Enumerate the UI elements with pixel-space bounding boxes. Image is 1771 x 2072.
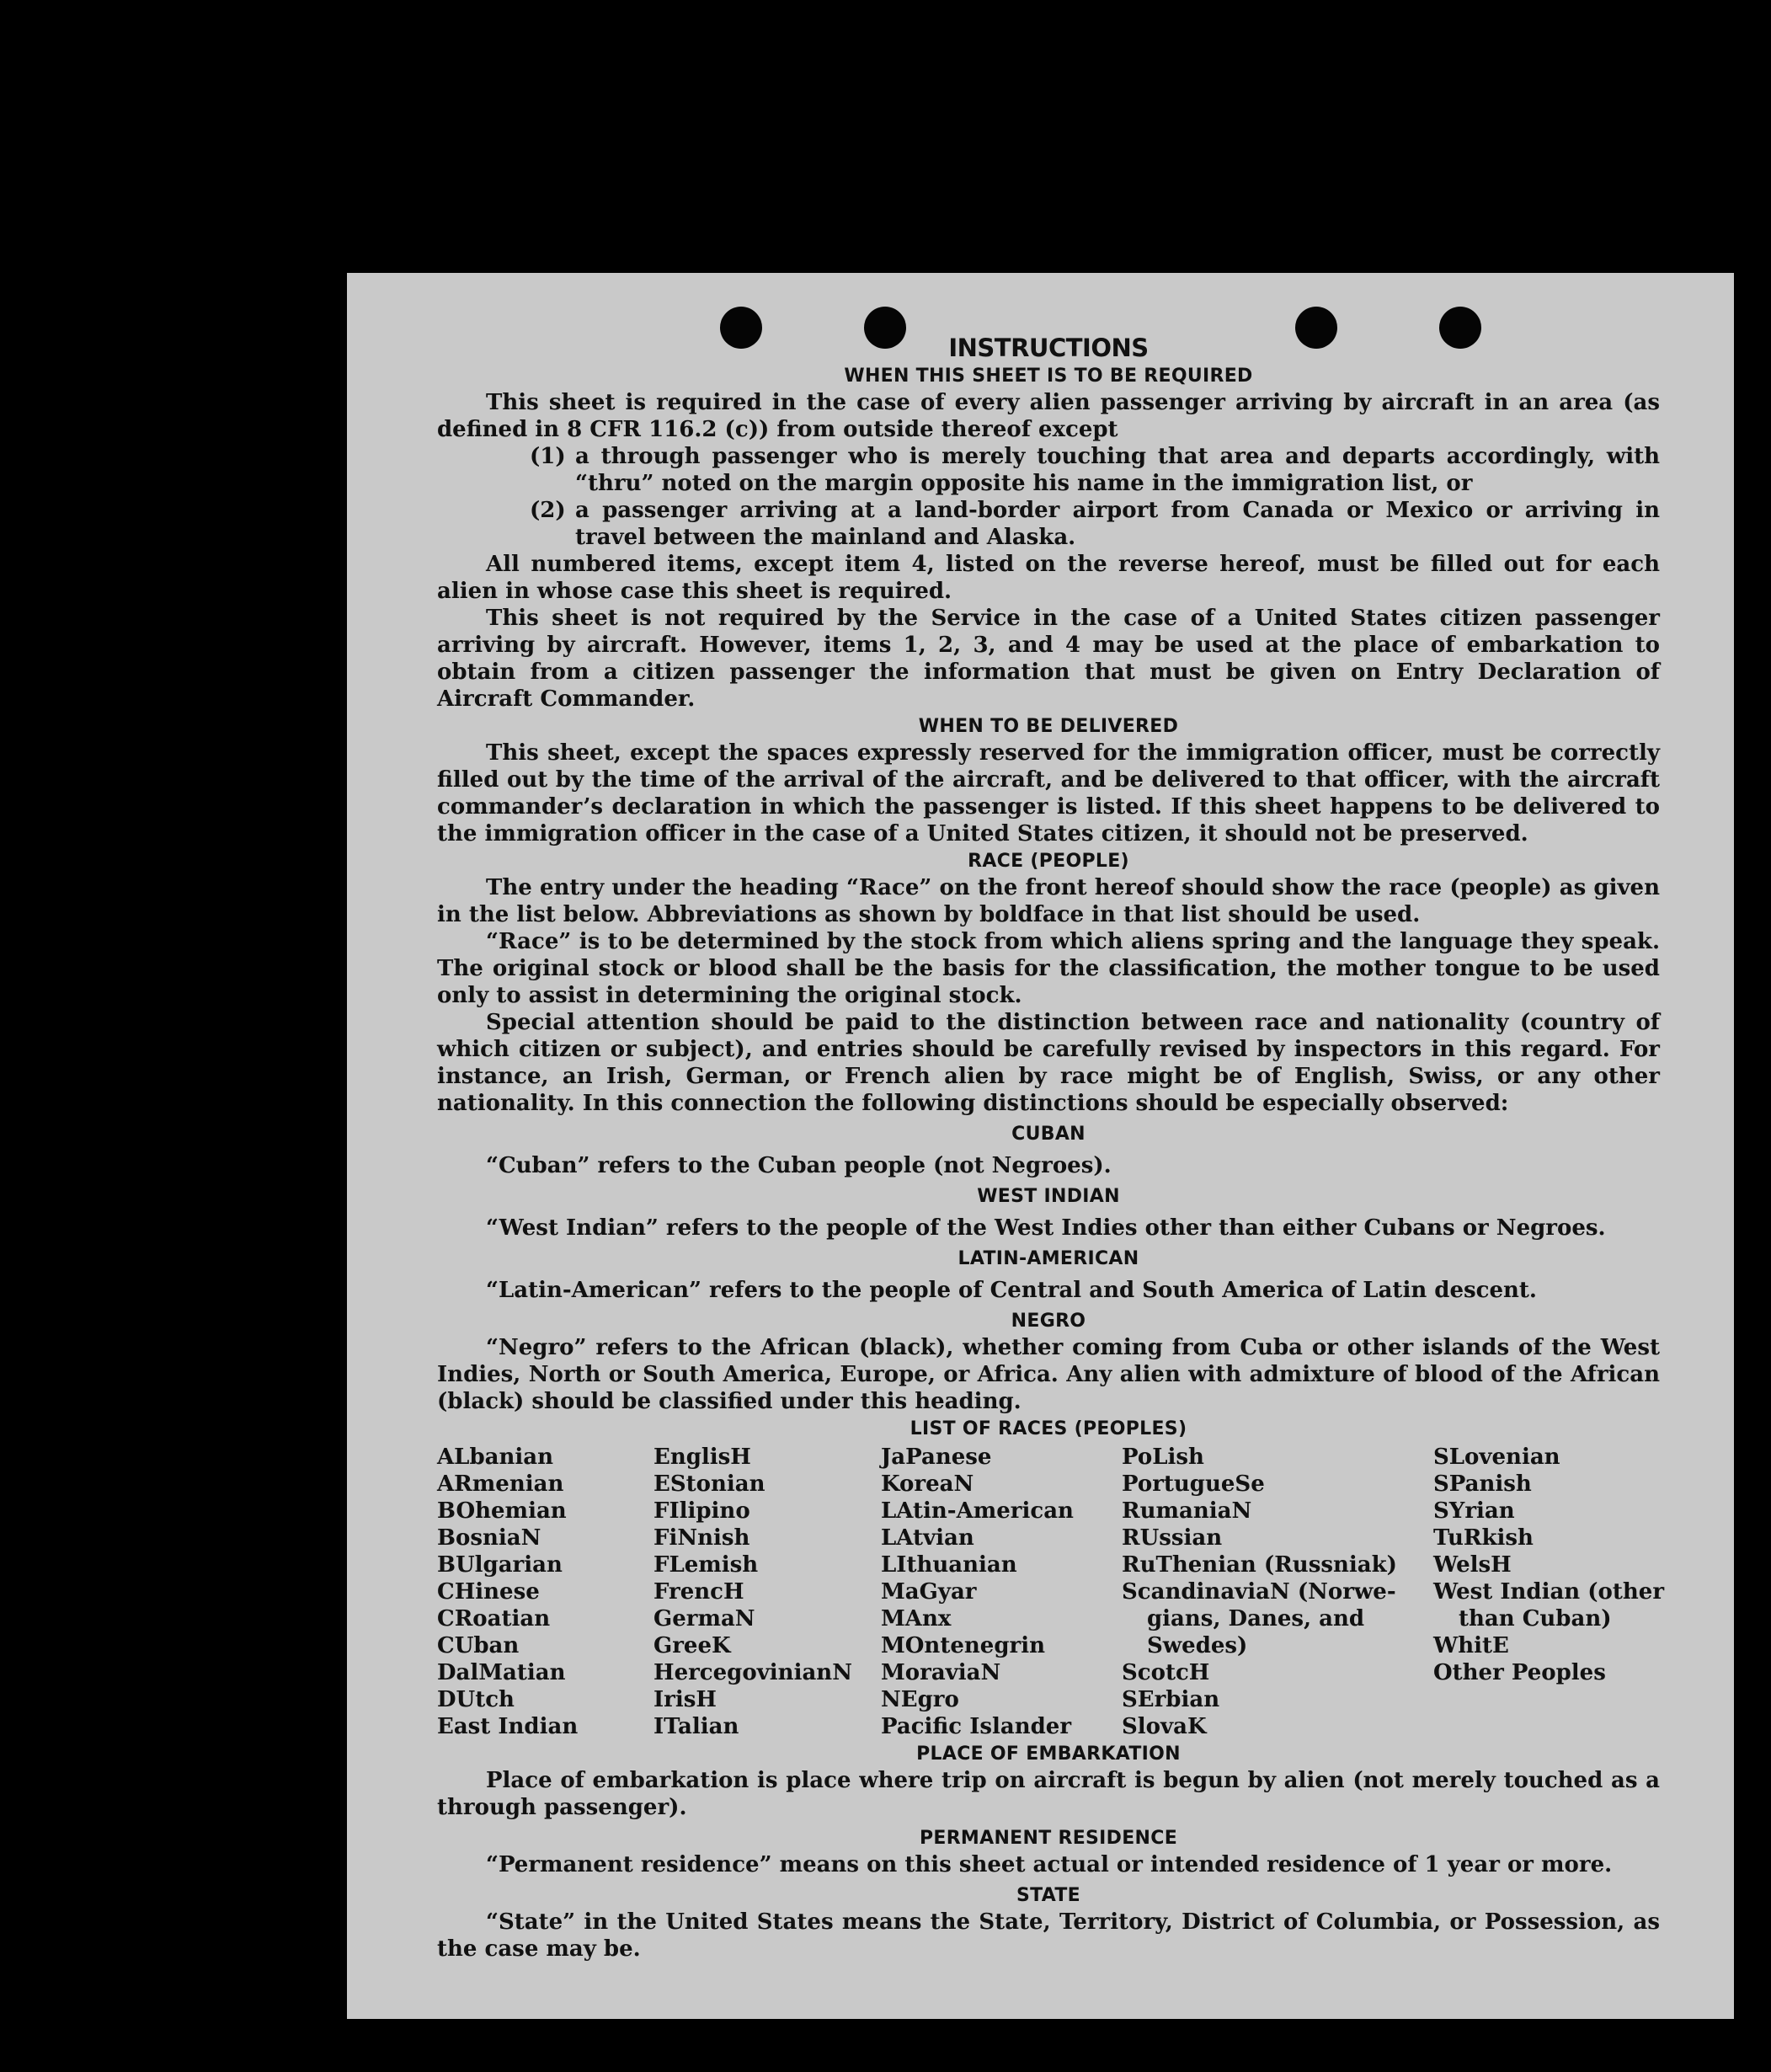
race-entry: CRoatian <box>437 1606 551 1631</box>
race-entry: gians, Danes, and <box>1147 1606 1365 1631</box>
section-heading: WEST INDIAN <box>977 1186 1120 1207</box>
race-entry: than Cuban) <box>1459 1606 1612 1631</box>
race-entry: East Indian <box>437 1714 579 1739</box>
paragraph: “Cuban” refers to the Cuban people (not Negroes). <box>486 1153 1112 1178</box>
section-heading: PERMANENT RESIDENCE <box>919 1828 1178 1849</box>
race-column <box>437 1444 653 1740</box>
race-entry: MaGyar <box>881 1579 977 1605</box>
paragraph: The entry under the heading “Race” on the front hereof should show the race (people) as given in the list below. Abbreviations as shown by boldface in that list should be used. <box>437 875 1660 927</box>
race-entry: KoreaN <box>881 1471 974 1497</box>
paragraph: This sheet is required in the case of every alien passenger arriving by aircraft in an area (as defined in 8 CFR 116.2 (c)) from outside thereof except <box>437 390 1660 442</box>
section-heading: LIST OF RACES (PEOPLES) <box>910 1418 1187 1439</box>
paragraph: “Latin-American” refers to the people of Central and South America of Latin descent. <box>486 1278 1537 1303</box>
section-heading: WHEN TO BE DELIVERED <box>918 716 1179 737</box>
race-entry: DUtch <box>437 1687 515 1712</box>
race-entry: LAtin-American <box>881 1498 1074 1524</box>
race-entry: FIlipino <box>653 1498 750 1524</box>
paragraph: “West Indian” refers to the people of the West Indies other than either Cubans or Negroes. <box>486 1215 1606 1241</box>
race-entry: DalMatian <box>437 1660 566 1685</box>
paragraph: “Permanent residence” means on this sheet actual or intended residence of 1 year or more. <box>486 1852 1613 1877</box>
race-column <box>881 1444 1122 1740</box>
race-column <box>1433 1444 1664 1740</box>
race-entry: SlovaK <box>1122 1714 1207 1739</box>
race-entry: MOntenegrin <box>881 1633 1045 1658</box>
section-heading: STATE <box>1016 1885 1080 1906</box>
punch-hole <box>864 307 906 349</box>
paragraph: “Race” is to be determined by the stock from which aliens spring and the language they speak. The original stock or blood shall be the basis for the classification, the mother tongue to be used only to assist in determining the original stock. <box>437 929 1660 1008</box>
item-number: (1) <box>530 444 566 469</box>
race-entry: Other Peoples <box>1433 1660 1606 1685</box>
race-entry: PoLish <box>1122 1445 1204 1470</box>
race-entry: FiNnish <box>653 1525 750 1551</box>
race-entry: EnglisH <box>653 1445 751 1470</box>
paragraph: All numbered items, except item 4, listed on the reverse hereof, must be filled out for each alien in whose case this sheet is required. <box>437 552 1660 604</box>
race-entry: BOhemian <box>437 1498 567 1524</box>
race-column <box>653 1444 881 1740</box>
punch-hole <box>720 307 762 349</box>
paragraph: “State” in the United States means the State, Territory, District of Columbia, or Possession, as the case may be. <box>437 1909 1660 1962</box>
race-entry: FLemish <box>653 1552 759 1578</box>
paragraph: Special attention should be paid to the distinction between race and nationality (country of which citizen or subject), and entries should be carefully revised by inspectors in this regard. For instance, an Irish, German, or French alien by race might be of English, Swiss, or any other nationality. In this connection the following distinctions should be especially observed: <box>437 1010 1660 1116</box>
list-item <box>437 497 1660 551</box>
race-entry: WhitE <box>1433 1633 1509 1658</box>
race-entry: IrisH <box>653 1687 717 1712</box>
list-item <box>437 443 1660 497</box>
race-entry: SLovenian <box>1433 1445 1560 1470</box>
race-entry: GreeK <box>653 1633 731 1658</box>
race-entry: LAtvian <box>881 1525 974 1551</box>
section-heading: WHEN THIS SHEET IS TO BE REQUIRED <box>844 366 1253 387</box>
race-entry: MoraviaN <box>881 1660 1001 1685</box>
race-entry: RumaniaN <box>1122 1498 1252 1524</box>
punch-hole <box>1295 307 1337 349</box>
section-heading: LATIN-AMERICAN <box>958 1248 1139 1269</box>
section-heading: NEGRO <box>1011 1311 1086 1332</box>
punch-hole <box>1439 307 1481 349</box>
race-entry: ALbanian <box>437 1445 554 1470</box>
race-entry: Swedes) <box>1147 1633 1248 1658</box>
page-title: INSTRUCTIONS <box>948 334 1149 362</box>
section-heading: CUBAN <box>1011 1124 1086 1145</box>
race-entry: CHinese <box>437 1579 540 1605</box>
race-column <box>1122 1444 1433 1740</box>
race-entry: ITalian <box>653 1714 739 1739</box>
paragraph: Place of embarkation is place where trip on aircraft is begun by alien (not merely touched as a through passenger). <box>437 1768 1660 1820</box>
race-entry: RuThenian (Russniak) <box>1122 1552 1397 1578</box>
race-entry: MAnx <box>881 1606 952 1631</box>
race-entry: WelsH <box>1433 1552 1512 1578</box>
instruction-sheet <box>347 273 1734 2019</box>
race-entry: SYrian <box>1433 1498 1515 1524</box>
race-entry: SErbian <box>1122 1687 1220 1712</box>
paragraph: This sheet, except the spaces expressly reserved for the immigration officer, must be correctly filled out by the time of the arrival of the aircraft, and be delivered to that officer, with the aircraft commander’s declaration in which the passenger is listed. If this sheet happens to be delivered to the immigration officer in the case of a United States citizen, it should not be preserved. <box>437 740 1660 846</box>
race-entry: BUlgarian <box>437 1552 563 1578</box>
race-list <box>437 1444 1665 1740</box>
item-text: a passenger arriving at a land-border airport from Canada or Mexico or arriving in travel between the mainland and Alaska. <box>575 498 1660 550</box>
race-entry: SPanish <box>1433 1471 1532 1497</box>
race-entry: JaPanese <box>881 1445 992 1470</box>
section-heading: RACE (PEOPLE) <box>968 851 1129 872</box>
item-number: (2) <box>530 498 566 523</box>
race-entry: GermaN <box>653 1606 755 1631</box>
race-entry: Pacific Islander <box>881 1714 1072 1739</box>
race-entry: RUssian <box>1122 1525 1223 1551</box>
paragraph: “Negro” refers to the African (black), whether coming from Cuba or other islands of the West Indies, North or South America, Europe, or Africa. Any alien with admixture of blood of the African (black) should be classified under this heading. <box>437 1335 1660 1414</box>
race-entry: NEgro <box>881 1687 959 1712</box>
item-text: a through passenger who is merely touching that area and departs accordingly, with “thru” noted on the margin opposite his name in the immigration list, or <box>575 444 1660 496</box>
race-entry: TuRkish <box>1433 1525 1534 1551</box>
section-heading: PLACE OF EMBARKATION <box>916 1744 1181 1765</box>
race-entry: HercegovinianN <box>653 1660 852 1685</box>
race-entry: ScandinaviaN (Norwe- <box>1122 1579 1396 1605</box>
paragraph: This sheet is not required by the Service in the case of a United States citizen passenger arriving by aircraft. However, items 1, 2, 3, and 4 may be used at the place of embarkation to obtain from a citizen passenger the information that must be given on Entry Declaration of Aircraft Commander. <box>437 606 1660 712</box>
race-entry: West Indian (other <box>1433 1579 1665 1605</box>
race-entry: ScotcH <box>1122 1660 1210 1685</box>
race-entry: EStonian <box>653 1471 765 1497</box>
race-entry: ARmenian <box>437 1471 564 1497</box>
race-entry: BosniaN <box>437 1525 541 1551</box>
race-entry: FrencH <box>653 1579 744 1605</box>
race-entry: LIthuanian <box>881 1552 1017 1578</box>
race-entry: CUban <box>437 1633 520 1658</box>
race-entry: PortugueSe <box>1122 1471 1265 1497</box>
